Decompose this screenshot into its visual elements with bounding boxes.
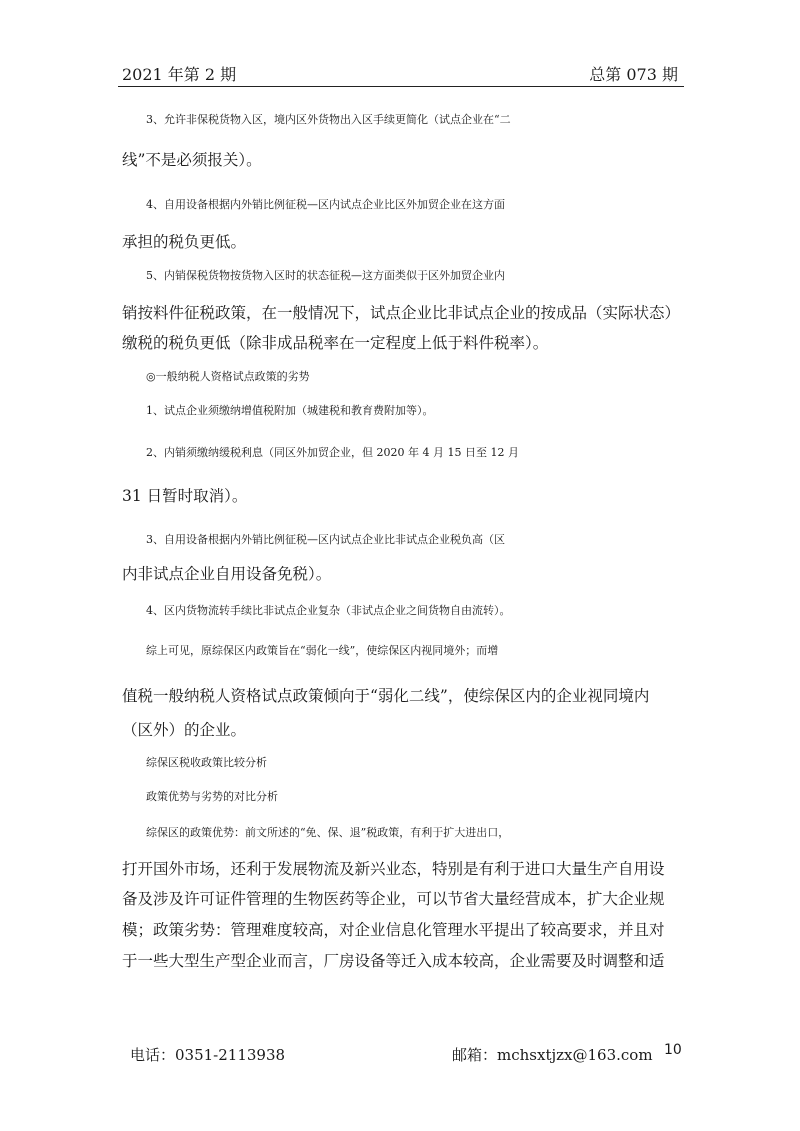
- page-number: 10: [664, 1042, 682, 1058]
- paragraph-line: （区外）的企业。: [122, 721, 247, 739]
- paragraph-line: 内非试点企业自用设备免税）。: [122, 565, 332, 583]
- contact-email: 邮箱：mchsxtjzx@163.com: [452, 1046, 653, 1064]
- paragraph-line: 打开国外市场，还利于发展物流及新兴业态，特别是有利于进口大量生产自用设: [122, 860, 665, 878]
- section-heading: ◎一般纳税人资格试点政策的劣势: [146, 370, 310, 383]
- paragraph-line: 综上可见，原综保区内政策旨在“弱化一线”，使综保区内视同境外；而增: [146, 644, 499, 657]
- section-heading: 政策优势与劣势的对比分析: [146, 790, 278, 803]
- paragraph-line: 4、区内货物流转手续比非试点企业复杂（非试点企业之间货物自由流转）。: [146, 604, 511, 617]
- paragraph-line: 销按料件征税政策，在一般情况下，试点企业比非试点企业的按成品（实际状态）: [122, 304, 681, 322]
- issue-number: 2021 年第 2 期: [122, 65, 237, 84]
- paragraph-line: 31 日暂时取消）。: [122, 487, 248, 505]
- paragraph-line: 2、内销须缴纳缓税利息（同区外加贸企业，但 2020 年 4 月 15 日至 12 月: [146, 446, 519, 459]
- page-header: [118, 60, 684, 87]
- paragraph-line: 5、内销保税货物按货物入区时的状态征税—这方面类似于区外加贸企业内: [146, 269, 505, 282]
- total-issue-number: 总第 073 期: [589, 65, 678, 84]
- paragraph-line: 缴税的税负更低（除非成品税率在一定程度上低于料件税率）。: [122, 334, 549, 352]
- paragraph-line: 模；政策劣势：管理难度较高，对企业信息化管理水平提出了较高要求，并且对: [122, 921, 665, 939]
- paragraph-line: 于一些大型生产型企业而言，厂房设备等迁入成本较高，企业需要及时调整和适: [122, 952, 665, 970]
- paragraph-line: 承担的税负更低。: [122, 233, 247, 251]
- paragraph-line: 综保区的政策优势：前文所述的“免、保、退”税政策，有利于扩大进出口，: [146, 826, 510, 839]
- paragraph-line: 值税一般纳税人资格试点政策倾向于“弱化二线”，使综保区内的企业视同境内: [122, 687, 650, 705]
- paragraph-line: 备及涉及许可证件管理的生物医药等企业，可以节省大量经营成本，扩大企业规: [122, 890, 665, 908]
- paragraph-line: 线”不是必须报关）。: [122, 151, 262, 169]
- paragraph-line: 3、自用设备根据内外销比例征税—区内试点企业比非试点企业税负高（区: [146, 533, 505, 546]
- paragraph-line: 4、自用设备根据内外销比例征税—区内试点企业比区外加贸企业在这方面: [146, 198, 505, 211]
- paragraph-line: 3、允许非保税货物入区，境内区外货物出入区手续更简化（试点企业在“二: [146, 113, 511, 126]
- paragraph-line: 1、试点企业须缴纳增值税附加（城建税和教育费附加等）。: [146, 404, 434, 417]
- section-heading: 综保区税收政策比较分析: [146, 756, 267, 769]
- contact-phone: 电话：0351-2113938: [130, 1046, 286, 1064]
